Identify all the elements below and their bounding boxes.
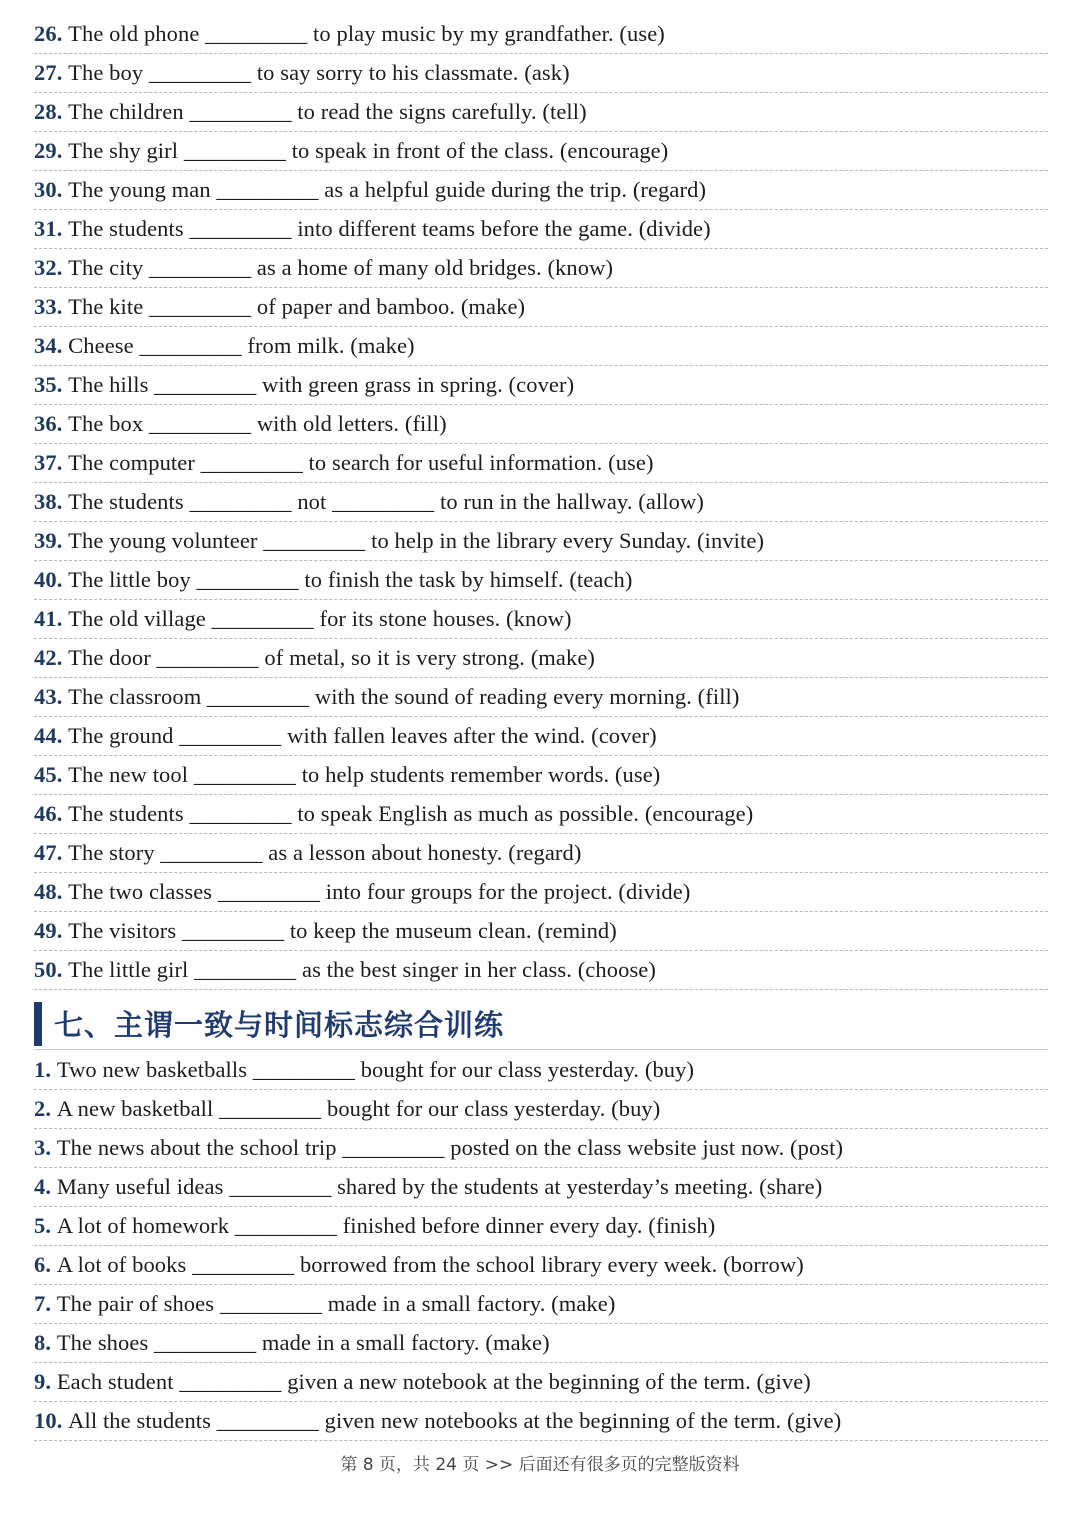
exercise-item [34,1129,1048,1168]
exercise-item [34,834,1048,873]
item-number: 28. [34,99,63,124]
item-text: A lot of books _________ borrowed from the school library every week. (borrow) [56,1252,804,1277]
exercise-item [34,600,1048,639]
item-text: The computer _________ to search for useful information. (use) [68,450,654,475]
exercise-item [34,1246,1048,1285]
item-number: 29. [34,138,63,163]
exercise-item [34,1402,1048,1441]
section-accent-bar [34,1002,42,1046]
item-text: The classroom _________ with the sound of reading every morning. (fill) [68,684,740,709]
item-number: 39. [34,528,63,553]
exercise-item [34,1363,1048,1402]
exercise-item [34,756,1048,795]
item-number: 3. [34,1135,52,1160]
exercise-item [34,1090,1048,1129]
item-number: 34. [34,333,63,358]
item-number: 49. [34,918,63,943]
item-text: A lot of homework _________ finished before dinner every day. (finish) [56,1213,716,1238]
exercise-item [34,1324,1048,1363]
item-number: 44. [34,723,63,748]
item-number: 10. [34,1408,63,1433]
exercise-list-passive [34,15,1048,990]
item-number: 2. [34,1096,52,1121]
exercise-item [34,210,1048,249]
item-text: Each student _________ given a new notebook at the beginning of the term. (give) [56,1369,811,1394]
item-number: 5. [34,1213,52,1238]
exercise-item [34,1207,1048,1246]
item-text: The hills _________ with green grass in spring. (cover) [68,372,575,397]
item-number: 42. [34,645,63,670]
item-number: 9. [34,1369,52,1394]
exercise-item [34,93,1048,132]
section-heading [34,998,1048,1050]
item-text: The news about the school trip _________ posted on the class website just now. (post) [56,1135,844,1160]
item-number: 8. [34,1330,52,1355]
item-number: 41. [34,606,63,631]
item-number: 40. [34,567,63,592]
item-text: The little girl _________ as the best singer in her class. (choose) [68,957,656,982]
item-number: 36. [34,411,63,436]
item-text: The boy _________ to say sorry to his classmate. (ask) [68,60,570,85]
item-number: 32. [34,255,63,280]
item-text: The two classes _________ into four groups for the project. (divide) [68,879,691,904]
item-number: 31. [34,216,63,241]
page-footer: 第 8 页，共 24 页 >> 后面还有很多页的完整版资料 [340,1455,740,1475]
item-number: 46. [34,801,63,826]
exercise-item [34,249,1048,288]
item-text: The children _________ to read the signs carefully. (tell) [68,99,587,124]
exercise-item [34,132,1048,171]
exercise-item [34,327,1048,366]
exercise-list-agreement [34,1051,1048,1441]
item-text: The door _________ of metal, so it is very strong. (make) [68,645,596,670]
item-text: The visitors _________ to keep the museum clean. (remind) [68,918,617,943]
exercise-item [34,171,1048,210]
item-text: The students _________ not _________ to run in the hallway. (allow) [68,489,704,514]
item-text: The box _________ with old letters. (fill) [68,411,447,436]
item-number: 1. [34,1057,52,1082]
item-text: The students _________ to speak English as much as possible. (encourage) [68,801,754,826]
item-number: 38. [34,489,63,514]
exercise-item [34,873,1048,912]
item-text: The old village _________ for its stone houses. (know) [68,606,572,631]
exercise-item [34,444,1048,483]
item-number: 37. [34,450,63,475]
item-number: 50. [34,957,63,982]
exercise-item [34,366,1048,405]
item-text: The young volunteer _________ to help in the library every Sunday. (invite) [68,528,765,553]
item-text: The old phone _________ to play music by my grandfather. (use) [68,21,665,46]
item-number: 33. [34,294,63,319]
exercise-item [34,717,1048,756]
exercise-item [34,951,1048,990]
item-text: The city _________ as a home of many old bridges. (know) [68,255,614,280]
item-text: The young man _________ as a helpful guide during the trip. (regard) [68,177,707,202]
item-number: 30. [34,177,63,202]
exercise-item [34,639,1048,678]
item-text: The new tool _________ to help students remember words. (use) [68,762,661,787]
exercise-item [34,288,1048,327]
item-number: 4. [34,1174,52,1199]
item-text: The shy girl _________ to speak in front of the class. (encourage) [68,138,669,163]
item-number: 43. [34,684,63,709]
exercise-item [34,561,1048,600]
item-text: The students _________ into different teams before the game. (divide) [68,216,711,241]
item-text: The story _________ as a lesson about honesty. (regard) [68,840,582,865]
item-text: Many useful ideas _________ shared by the students at yesterday’s meeting. (share) [56,1174,823,1199]
exercise-item [34,678,1048,717]
item-number: 48. [34,879,63,904]
item-number: 27. [34,60,63,85]
exercise-item [34,1168,1048,1207]
item-number: 47. [34,840,63,865]
item-text: The little boy _________ to finish the task by himself. (teach) [68,567,633,592]
item-text: Two new basketballs _________ bought for our class yesterday. (buy) [56,1057,695,1082]
item-number: 6. [34,1252,52,1277]
exercise-item [34,483,1048,522]
exercise-item [34,405,1048,444]
section-title: 七、主谓一致与时间标志综合训练 [54,1008,505,1042]
item-text: Cheese _________ from milk. (make) [68,333,415,358]
item-text: The pair of shoes _________ made in a small factory. (make) [56,1291,616,1316]
exercise-item [34,54,1048,93]
item-text: The kite _________ of paper and bamboo. (make) [68,294,526,319]
exercise-item [34,1285,1048,1324]
item-number: 7. [34,1291,52,1316]
exercise-item [34,795,1048,834]
exercise-item [34,912,1048,951]
item-number: 45. [34,762,63,787]
exercise-item [34,1051,1048,1090]
item-text: The ground _________ with fallen leaves after the wind. (cover) [68,723,657,748]
exercise-item [34,15,1048,54]
item-text: The shoes _________ made in a small factory. (make) [56,1330,550,1355]
item-text: All the students _________ given new notebooks at the beginning of the term. (give) [68,1408,842,1433]
item-number: 35. [34,372,63,397]
exercise-item [34,522,1048,561]
item-number: 26. [34,21,63,46]
item-text: A new basketball _________ bought for our class yesterday. (buy) [56,1096,661,1121]
